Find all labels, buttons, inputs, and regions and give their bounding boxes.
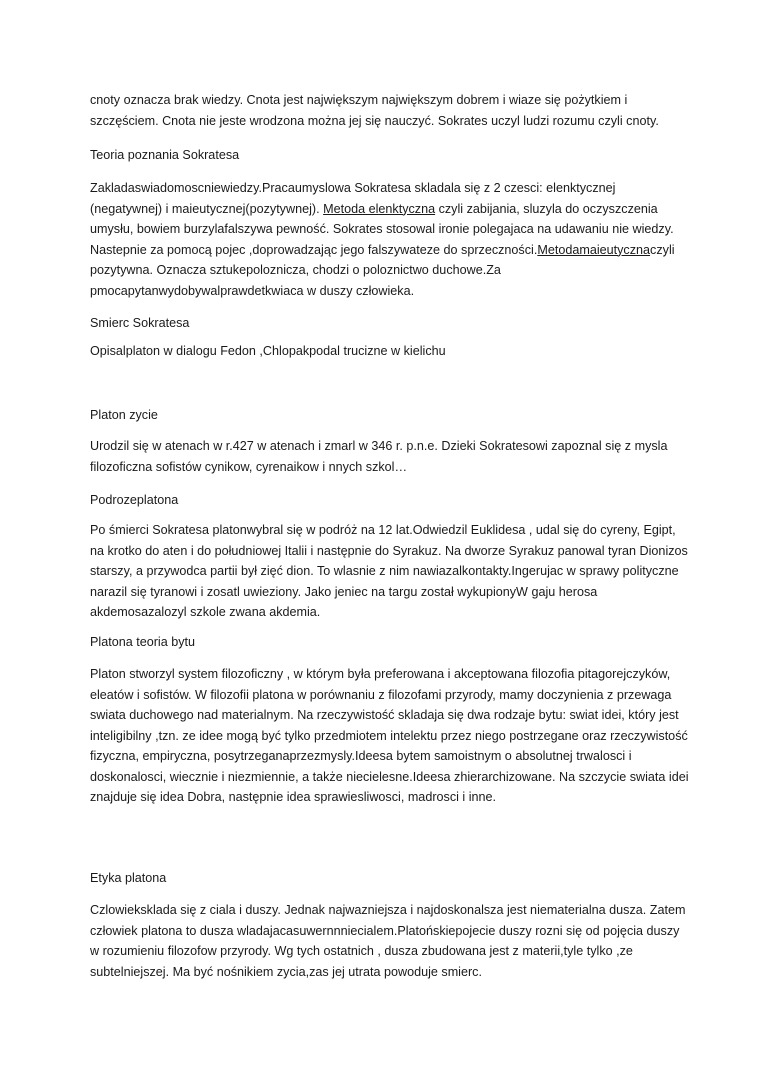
text-segment: Zakladaswiadomoscniewiedzy.Pracaumyslowa Sokratesa skladala się z 2 czesci: elenktycznej (negatywnej) i maieutycznej(pozytywnej).: [90, 181, 616, 216]
paragraph-podroze: Po śmierci Sokratesa platonwybral się w podróż na 12 lat.Odwiedzil Euklidesa , udal się do cyreny, Egipt, na krotko do aten i do południowej Italii i następnie do Syrakuz. Na dworze Syrakuz panowal tyran Dionizos starszy, a przywodca partii był zięć dion. To wlasnie z nim nawiazalkontakty.Ingerujac w sprawy polityczne narazil się tyranowi i zosatl uwieziony. Jako jeniec na targu został wykupionyW gaju herosa akdemosazalozyl szkole zwana akdemia.: [90, 523, 688, 619]
heading-teoria-poznania: Teoria poznania Sokratesa: [90, 148, 240, 162]
text-segment: czyli pozytywna. Oznacza sztukepoloznicza, chodzi o poloznictwo duchowe.Za pmocapytanwydobywalprawdetkwiaca w duszy człowieka.: [90, 242, 675, 298]
paragraph-platon-zycie: Urodzil się w atenach w r.427 w atenach i zmarl w 346 r. p.n.e. Dzieki Sokratesowi zapoznal się z mysla filozoficzna sofistów cynikow, cyrenaikow i nnych szkol…: [90, 439, 668, 474]
heading-podroze-platona: Podrozeplatona: [90, 493, 179, 507]
heading-platon-zycie: Platon zycie: [90, 408, 158, 422]
underlined-term-maieutyczna: Metodamaieutyczna: [537, 242, 651, 257]
paragraph-teoria-poznania: [90, 178, 690, 301]
text-segment: czyli zabijania, sluzyla do oczyszczenia umysłu, bowiem burzylafalszywa pewność. Sokrates stosowal ironie polegajaca na udawaniu nie wiedzy. Nastepnie za pomocą pojec ,doprowadzając jego falszywateze do sprzeczności.: [90, 201, 674, 257]
paragraph-etyka: Czlowiekskladа się z ciala i duszy. Jednak najwazniejsza i najdoskonalsza jest niematerialna dusza. Zatem człowiek platona to dusza wladajacasuwernnniecialem.Platońskiepojecie duszy rozni się od pojęcia duszy w rozumieniu filozofow przyrody. Wg tych ostatnich , dusza zbudowana jest z materii,tyle tylko ,ze subtelniejszej. Ma być nośnikiem zycia,zas jej utrata powoduje smierc.: [90, 903, 686, 979]
paragraph-teoria-bytu: Platon stworzyl system filozoficzny , w którym była preferowana i akceptowana filozofia pitagorejczyków, eleatów i sofistów. W filozofii platona w porównaniu z filozofami przyrody, mamy doczynienia z przewaga swiata duchowego nad materialnym. Na rzeczywistość skladaja się dwa rodzaje bytu: swiat idei, który jest inteligibilny ,tzn. ze idee mogą być tylko przedmiotem intelektu przez niego postrzegane oraz rzeczywistość fizyczna, empiryczna, posytrzeganaprzezmysly.Ideesa bytem samoistnym o absolutnej trwalosci i doskonalosci, wiecznie i niezmiennie, a także niecielesne.Ideesa zhierarchizowane. Na szczycie swiata idei znajduje się idea Dobra, następnie idea sprawiesliwosci, madrosci i inne.: [90, 667, 689, 804]
heading-teoria-bytu: Platona teoria bytu: [90, 635, 196, 649]
heading-smierc-sokratesa: Smierc Sokratesa: [90, 316, 190, 330]
paragraph-smierc: Opisalplaton w dialogu Fedon ,Chlopakpodal trucizne w kielichu: [90, 344, 446, 358]
paragraph-cnota: cnoty oznacza brak wiedzy. Cnota jest największym największym dobrem i wiaze się pożytkiem i szczęściem. Cnota nie jeste wrodzona można jej się nauczyć. Sokrates uczyl ludzi rozumu czyli cnoty.: [90, 93, 659, 128]
underlined-term-elenktyczna: Metoda elenktyczna: [323, 201, 436, 216]
heading-etyka-platona: Etyka platona: [90, 871, 167, 885]
